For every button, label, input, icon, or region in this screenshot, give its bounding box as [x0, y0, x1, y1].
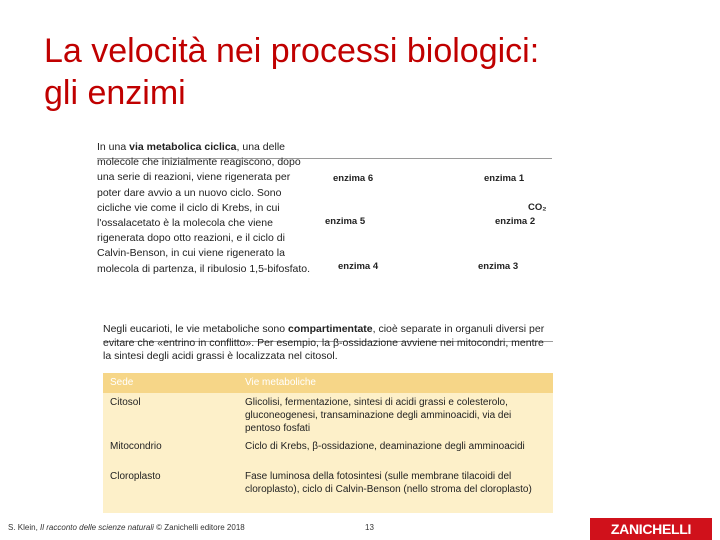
title-line-1: La velocità nei processi biologici:	[44, 32, 540, 70]
title-line-2: gli enzimi	[44, 74, 186, 112]
row-1-vie: Glicolisi, fermentazione, sintesi di acidi grassi e colesterolo, gluconeogenesi, transaminazione degli amminoacidi, via dei pentoso fosfati	[245, 397, 512, 434]
footer-author: S. Klein,	[8, 523, 38, 532]
row-2-sede: Mitocondrio	[110, 441, 162, 452]
row-1-sede: Citosol	[110, 397, 141, 408]
cyclic-keyword: via metabolica ciclica	[129, 141, 237, 153]
cyclic-pathway-paragraph	[97, 140, 312, 277]
header-sede: Sede	[110, 377, 134, 388]
header-vie: Vie metaboliche	[245, 377, 316, 388]
label-enzima-2: enzima 2	[495, 216, 536, 227]
row-3-vie: Fase luminosa della fotosintesi (sulle membrane tilacoidi del cloroplasto), ciclo di Calvin-Benson (nello stroma del cloroplasto)	[245, 471, 532, 495]
row-2-vie: Ciclo di Krebs, β-ossidazione, deaminazione degli amminoacidi	[245, 441, 525, 452]
zanichelli-logo: ZANICHELLI	[590, 518, 712, 540]
footer-credit	[8, 523, 245, 532]
footer-book: Il racconto delle scienze naturali	[40, 523, 154, 532]
label-enzima-5: enzima 5	[325, 216, 366, 227]
label-enzima-6: enzima 6	[333, 173, 374, 184]
compartment-table	[103, 373, 553, 513]
label-enzima-4: enzima 4	[338, 261, 379, 272]
label-enzima-3: enzima 3	[478, 261, 519, 272]
label-enzima-1: enzima 1	[484, 173, 525, 184]
row-3-sede: Cloroplasto	[110, 471, 161, 482]
cyclic-lead: In una	[97, 141, 127, 153]
page-number: 13	[365, 523, 374, 532]
label-co2: CO₂	[528, 202, 547, 213]
compartment-keyword: compartimentate	[288, 323, 373, 335]
compartment-rest: , cioè separate in organuli diversi per evitare che «entrino in conflitto». Per esempio, la β-ossidazione avviene nei mitocondri, mentre la sintesi degli acidi grassi è localizzata nel citosol.	[103, 323, 545, 362]
cyclic-rest: , una delle molecole che inizialmente reagiscono, dopo una serie di reazioni, viene rigenerata per poter dare avvio a un nuovo ciclo. Sono cicliche vie come il ciclo di Krebs, in cui l'ossalacetato è la molecola che viene rigenerata dopo otto reazioni, e il ciclo di Calvin-Benson, in cui viene rigenerato la molecola di partenza, il ribulosio 1,5-bifosfato.	[97, 141, 311, 275]
table-header	[103, 373, 553, 393]
compartment-paragraph	[103, 323, 553, 364]
compartment-lead: Negli eucarioti, le vie metaboliche sono	[103, 323, 286, 335]
footer-publisher: © Zanichelli editore 2018	[156, 523, 245, 532]
slide-title	[44, 30, 684, 114]
